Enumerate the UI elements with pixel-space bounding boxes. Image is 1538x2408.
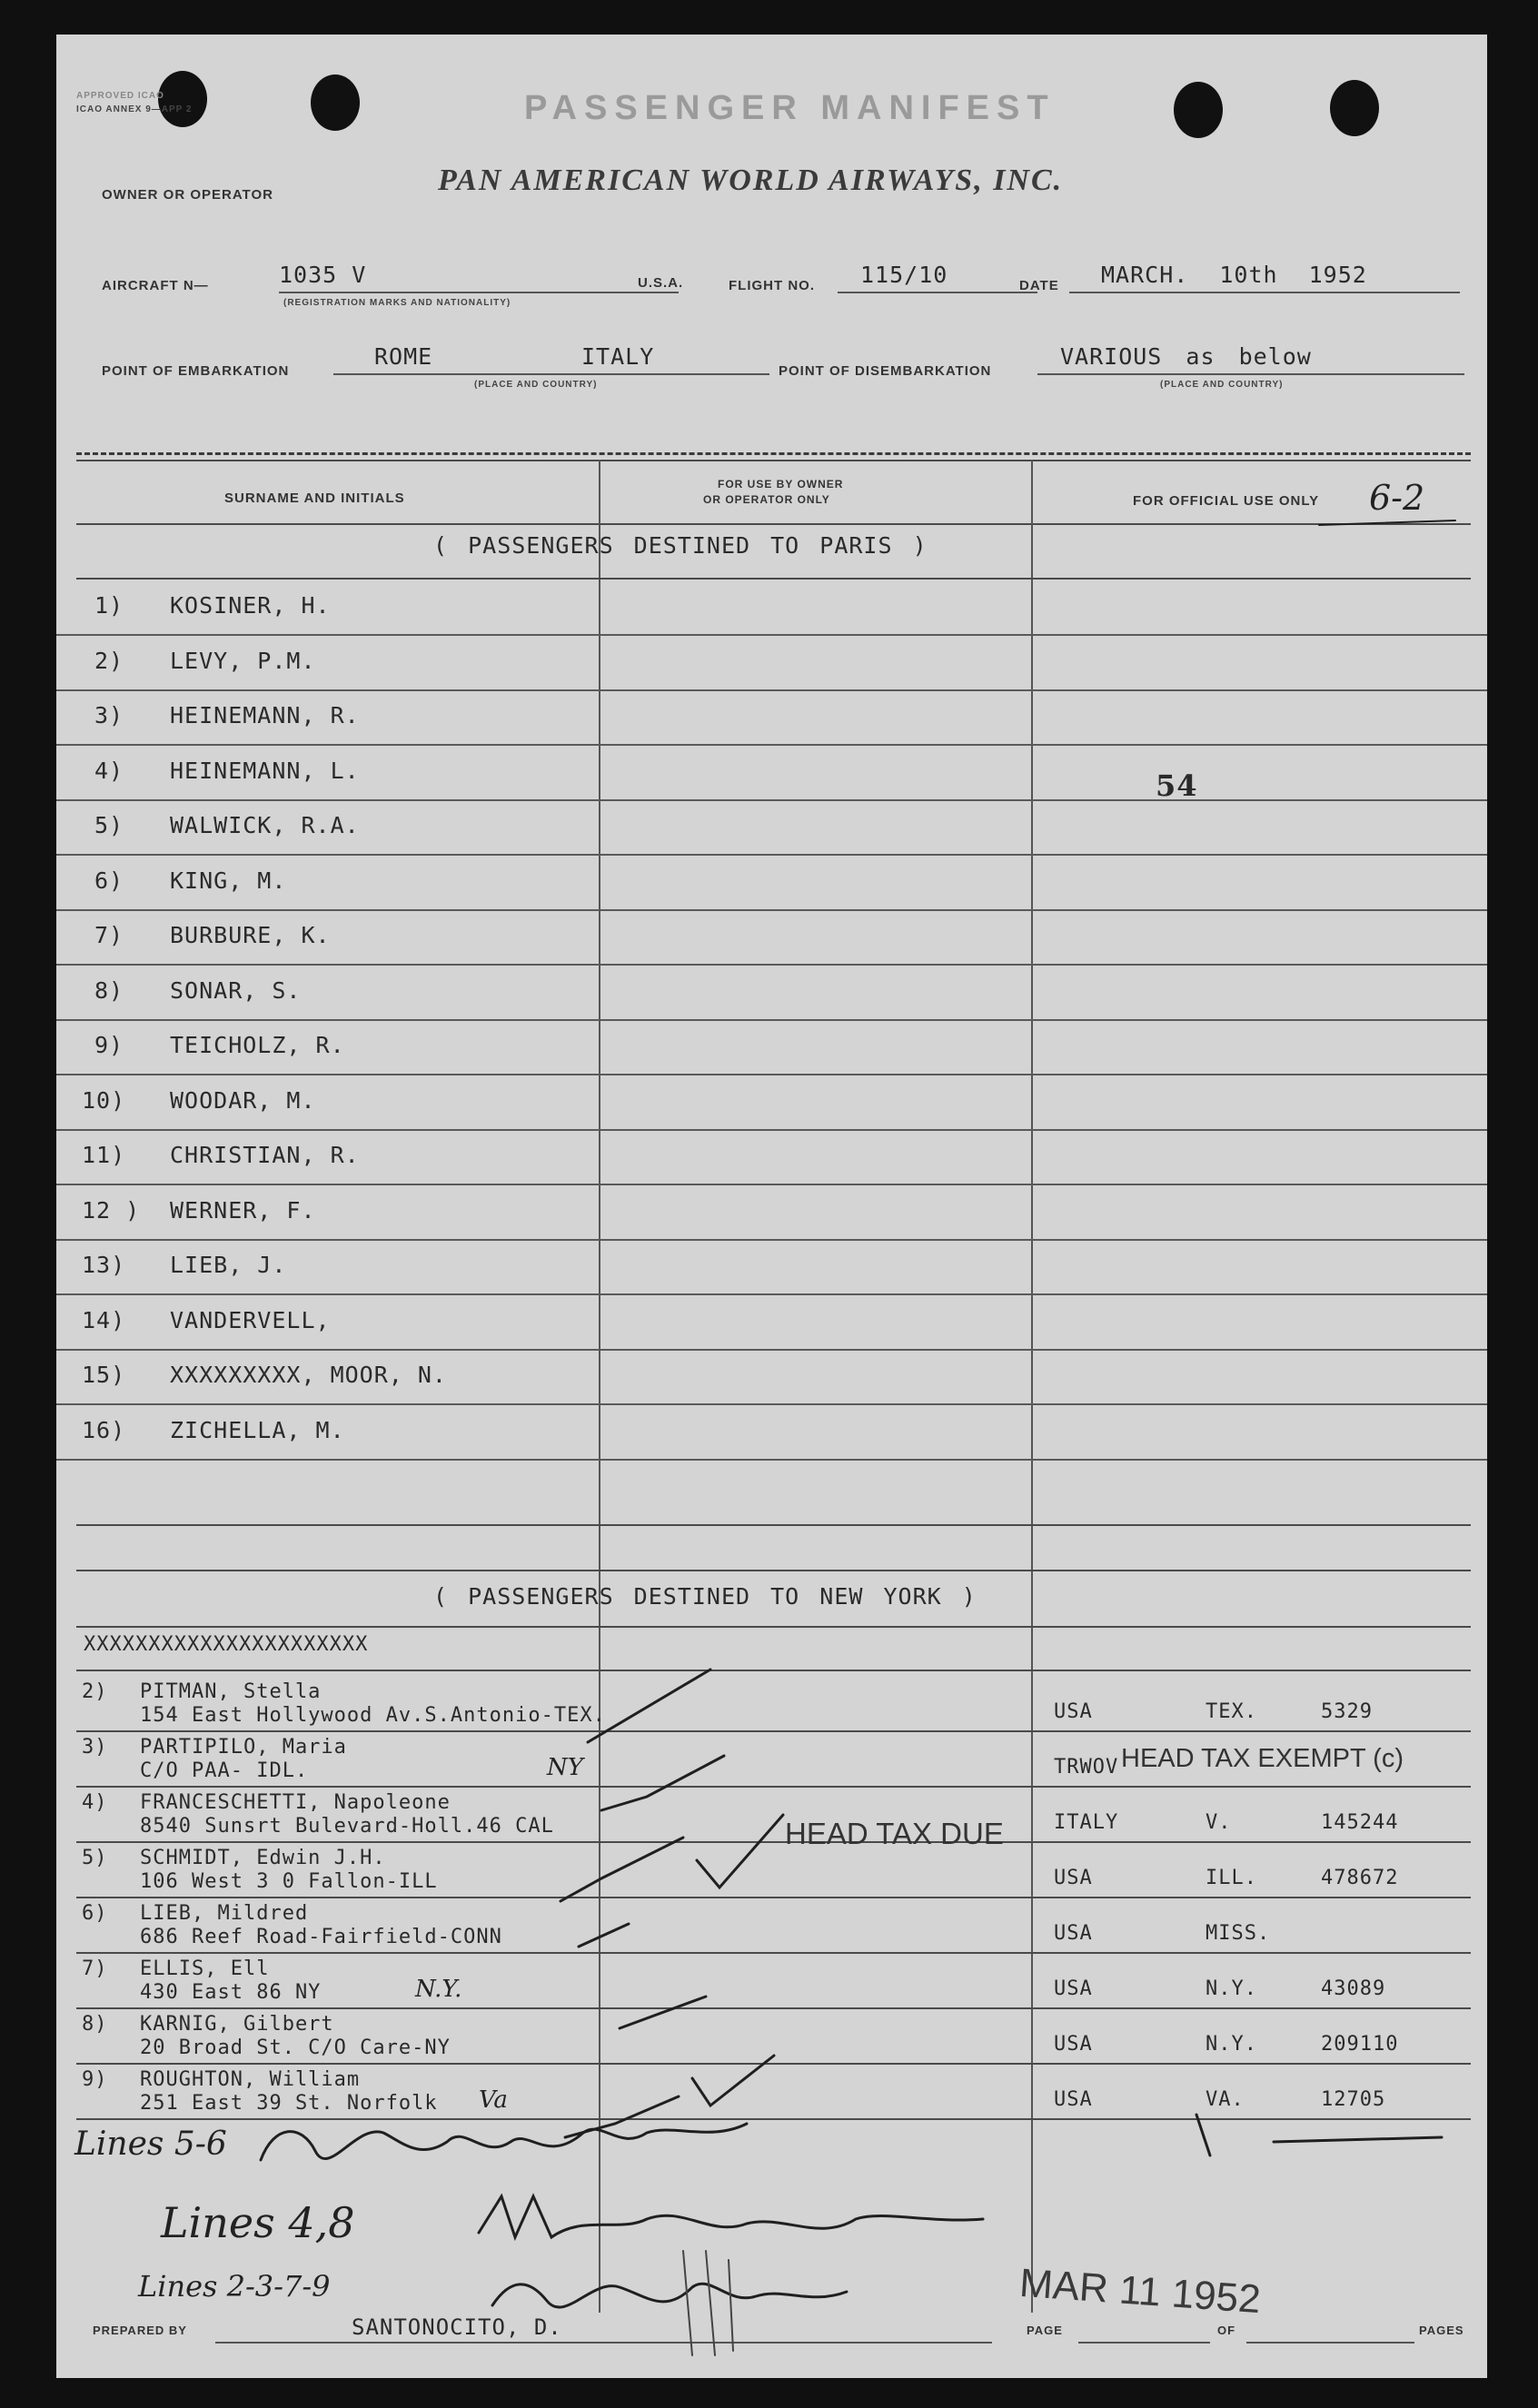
passenger-number-id: 145244 [1321,1811,1399,1834]
passenger-number: 16) [82,1416,126,1443]
official-note-54: 54 [1156,768,1198,803]
passenger-state: N.Y. [1206,2033,1257,2056]
address-hand-note: Va [479,2086,508,2114]
passenger-number-id: 5329 [1321,1700,1373,1723]
passenger-name: LIEB, J. [170,1252,287,1278]
passenger-number: 7) [82,1957,108,1980]
address-hand-note: N.Y. [415,1976,462,2003]
passenger-name: KING, M. [170,867,287,894]
passenger-name: KARNIG, Gilbert [140,2013,334,2036]
pages-label: PAGES [1419,2324,1464,2337]
embark-sub: (PLACE AND COUNTRY) [474,380,598,390]
manifest-title: PASSENGER MANIFEST [524,89,1056,127]
hand-note-lines-5-6: Lines 5-6 [74,2126,227,2163]
passenger-name: XXXXXXXXX, MOOR, N. [170,1362,447,1388]
passenger-nationality: USA [1054,1700,1093,1723]
passenger-nationality: USA [1054,2088,1093,2111]
manifest-page [56,35,1487,2378]
check-mark-3 [601,1756,724,1810]
passenger-number: 7) [94,922,124,948]
passenger-number: 8) [94,976,124,1004]
passenger-number: 4) [94,757,124,784]
passenger-number: 4) [82,1791,108,1814]
passenger-number: 5) [94,812,124,838]
signature-3 [492,2284,847,2307]
check-mark-7 [620,1997,706,2028]
disembark-value: VARIOUS as below [1060,343,1312,370]
col-owner-use-1: FOR USE BY OWNER [718,478,844,491]
col-surname: SURNAME AND INITIALS [224,491,405,506]
passenger-state: N.Y. [1206,1977,1257,2000]
date-value: MARCH. 10th 1952 [1101,262,1367,288]
passenger-address: 430 East 86 NY [140,1981,322,2004]
hand-note-lines-4-8: Lines 4,8 [161,2198,355,2247]
embark-country: ITALY [581,343,655,370]
passenger-number: 11) [82,1142,126,1168]
passenger-state: ILL. [1206,1867,1257,1889]
col-official: FOR OFFICIAL USE ONLY [1133,493,1320,509]
passenger-name: ELLIS, Ell [140,1957,270,1980]
passenger-nationality: USA [1054,2033,1093,2056]
passenger-address: 20 Broad St. C/O Care-NY [140,2036,451,2059]
prepared-label: PREPARED BY [93,2324,187,2337]
usa-label: U.S.A. [638,275,684,291]
passenger-name: FRANCESCHETTI, Napoleone [140,1791,451,1814]
newyork-heading: ( PASSENGERS DESTINED TO NEW YORK ) [433,1583,977,1610]
passenger-name: VANDERVELL, [170,1306,331,1333]
signature-1 [261,2124,747,2160]
passenger-number: 5) [82,1847,108,1869]
passenger-name: ROUGHTON, William [140,2068,361,2091]
passenger-number: 8) [82,2013,108,2036]
aircraft-value: 1035 V [279,262,367,288]
passenger-name: LEVY, P.M. [170,647,316,674]
passenger-address: 106 West 3 0 Fallon-ILL [140,1870,438,1893]
form-code-2: ICAO ANNEX 9—APP 2 [76,104,193,114]
passenger-name: LIEB, Mildred [140,1902,309,1925]
passenger-number: 3) [82,1736,108,1759]
passenger-number: 3) [94,702,124,728]
passenger-number-id: 209110 [1321,2033,1399,2056]
passenger-nationality: USA [1054,1977,1093,2000]
passenger-name: WALWICK, R.A. [170,812,360,838]
passenger-nationality: USA [1054,1922,1093,1945]
flight-value: 115/10 [860,262,948,288]
passenger-nationality: USA [1054,1867,1093,1889]
flight-label: FLIGHT NO. [729,278,815,293]
handwritten-marks [56,35,1487,2378]
passenger-number: 6) [82,1902,108,1925]
passenger-address: C/O PAA- IDL. [140,1759,309,1782]
passenger-name: WERNER, F. [170,1196,316,1224]
passenger-name: KOSINER, H. [170,592,331,619]
page-label: PAGE [1027,2324,1063,2337]
passenger-number: 9) [94,1032,124,1058]
passenger-number: 1) [94,592,124,619]
passenger-number: 10) [82,1086,126,1114]
passenger-address: 154 East Hollywood Av.S.Antonio-TEX. [140,1704,606,1727]
passenger-number: 15) [82,1362,126,1388]
passenger-name: BURBURE, K. [170,922,331,948]
operator-name: PAN AMERICAN WORLD AIRWAYS, INC. [438,164,1064,197]
passenger-number-id: 478672 [1321,1867,1399,1889]
passenger-number-id: 43089 [1321,1977,1386,2000]
address-hand-note: NY [547,1754,583,1781]
of-label: OF [1217,2324,1236,2337]
check-mark-6 [579,1924,629,1947]
passenger-address: 8540 Sunsrt Bulevard-Holl.46 CAL [140,1815,554,1838]
signature-2 [479,2196,983,2237]
owner-label: OWNER OR OPERATOR [102,187,273,203]
paris-heading: ( PASSENGERS DESTINED TO PARIS ) [433,532,928,559]
aircraft-label: AIRCRAFT N— [102,278,209,293]
passenger-state: MISS. [1206,1922,1271,1945]
stamp-head-tax-exempt: HEAD TAX EXEMPT (c) [1121,1744,1404,1773]
passenger-state: TEX. [1206,1700,1257,1723]
passenger-address: 686 Reef Road-Fairfield-CONN [140,1926,502,1948]
passenger-number: 2) [94,647,124,674]
passenger-address: 251 East 39 St. Norfolk [140,2092,438,2115]
passenger-name: TEICHOLZ, R. [170,1032,345,1058]
official-hand-note: 6-2 [1369,478,1425,518]
passenger-number: 9) [82,2068,108,2091]
check-mark-5 [561,1838,683,1901]
passenger-nationality: TRWOV [1054,1756,1119,1779]
disembark-sub: (PLACE AND COUNTRY) [1160,380,1284,390]
stamp-head-tax-due: HEAD TAX DUE [785,1817,1004,1850]
passenger-number-id: 12705 [1321,2088,1386,2111]
disembark-label: POINT OF DISEMBARKATION [779,363,992,379]
passenger-name: PARTIPILO, Maria [140,1736,347,1759]
passenger-state: VA. [1206,2088,1245,2111]
form-code-1: APPROVED ICAO [76,91,164,101]
passenger-nationality: ITALY [1054,1811,1119,1834]
embark-label: POINT OF EMBARKATION [102,363,290,379]
passenger-number: 6) [94,867,124,894]
passenger-name: CHRISTIAN, R. [170,1142,360,1168]
passenger-number: 2) [82,1680,108,1703]
passenger-name: HEINEMANN, L. [170,757,360,784]
passenger-state: V. [1206,1811,1232,1834]
check-mark-8 [692,2056,774,2106]
check-mark-2 [588,1670,710,1742]
col-owner-use-2: OR OPERATOR ONLY [703,493,830,506]
passenger-name: SCHMIDT, Edwin J.H. [140,1847,386,1869]
passenger-number: 12 ) [82,1196,141,1224]
check-mark-4 [697,1815,783,1888]
passenger-number: 13) [82,1252,126,1278]
passenger-name: ZICHELLA, M. [170,1416,345,1443]
embark-city: ROME [374,343,433,370]
hand-note-lines-2-3-7-9: Lines 2-3-7-9 [138,2269,331,2304]
received-date-stamp: MAR 11 1952 [1017,2260,1263,2323]
passenger-name: SONAR, S. [170,976,302,1004]
passenger-name: HEINEMANN, R. [170,702,360,728]
prepared-by: SANTONOCITO, D. [352,2314,562,2340]
passenger-number: 14) [82,1306,126,1333]
date-label: DATE [1019,278,1059,293]
aircraft-sub: (REGISTRATION MARKS AND NATIONALITY) [283,298,511,308]
struck-line: XXXXXXXXXXXXXXXXXXXXXX [84,1633,369,1656]
passenger-name: WOODAR, M. [170,1086,316,1114]
passenger-name: PITMAN, Stella [140,1680,322,1703]
